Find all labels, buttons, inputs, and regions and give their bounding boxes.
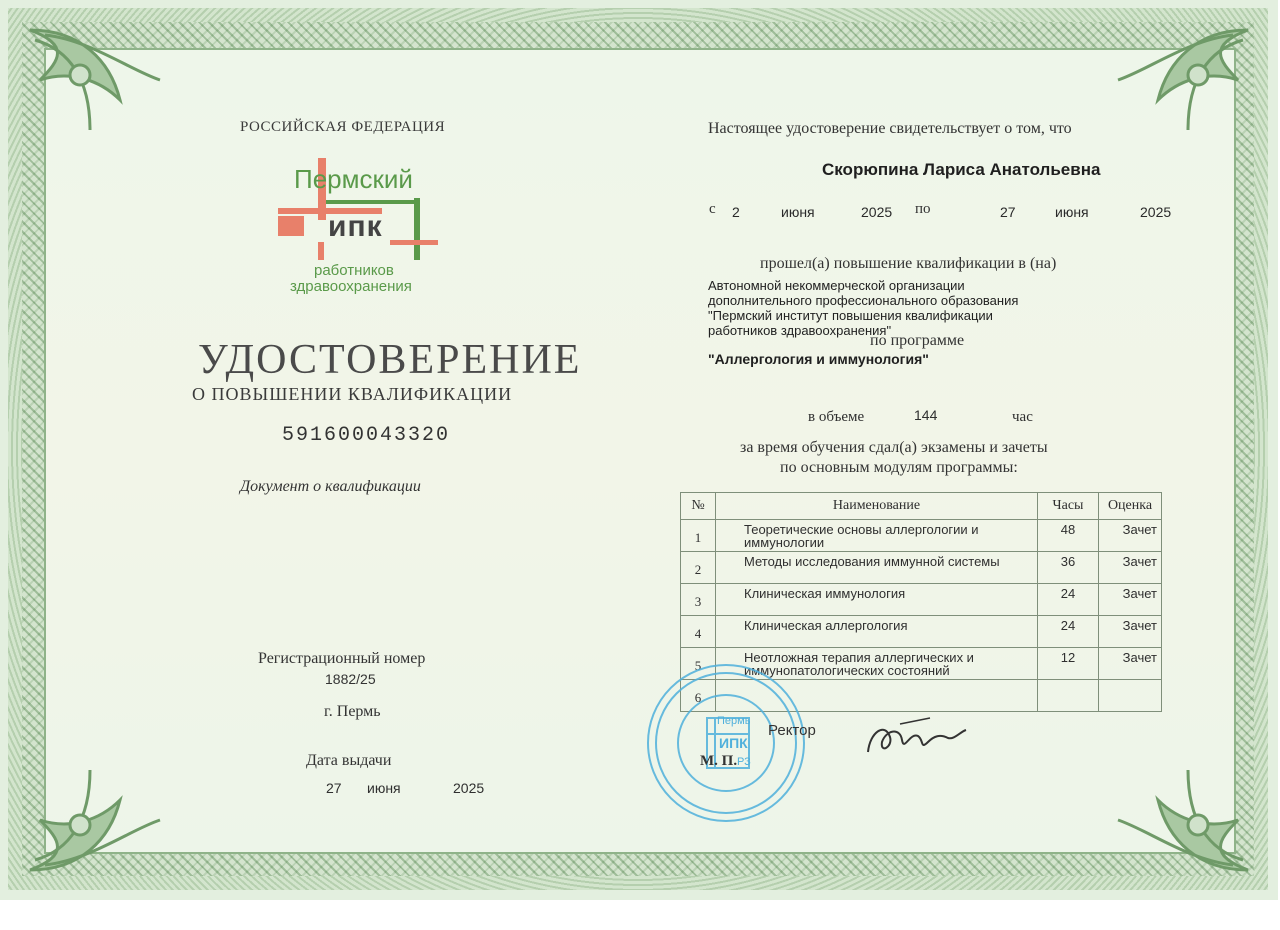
table-row — [681, 584, 1162, 616]
cell-hours — [1038, 680, 1099, 712]
organization-line: работников здравоохранения" — [708, 323, 892, 338]
cell-hours: 48 — [1038, 520, 1099, 552]
serial-number: 591600043320 — [282, 424, 451, 447]
volume-hours: 144 — [914, 407, 938, 423]
period-from-month: июня — [781, 204, 815, 220]
volume-label: в объеме — [808, 409, 865, 425]
issue-day: 27 — [326, 780, 342, 796]
table-row — [681, 552, 1162, 584]
table-header-row — [681, 493, 1162, 520]
cell-grade: Зачет — [1099, 520, 1162, 552]
registration-number: 1882/25 — [325, 671, 376, 687]
cell-number: 6 — [681, 680, 716, 712]
cell-hours: 24 — [1038, 616, 1099, 648]
cell-number: 3 — [681, 584, 716, 616]
cell-number: 2 — [681, 552, 716, 584]
rector-label: Ректор — [768, 722, 816, 739]
program-label: по программе — [870, 332, 965, 349]
cell-grade: Зачет — [1099, 552, 1162, 584]
issue-month: июня — [367, 780, 401, 796]
cell-number: 5 — [681, 648, 716, 680]
cell-grade: Зачет — [1099, 648, 1162, 680]
corner-ornament-top-left — [20, 20, 170, 150]
passed-text: прошел(а) повышение квалификации в (на) — [760, 255, 1057, 272]
period-to-year: 2025 — [1140, 204, 1172, 220]
cell-module-name: Клиническая иммунология — [716, 584, 1038, 616]
cell-number: 4 — [681, 616, 716, 648]
cell-grade: Зачет — [1099, 584, 1162, 616]
stamp-text-ipk: ИПК — [719, 735, 748, 751]
official-stamp — [645, 662, 807, 824]
cell-grade: Зачет — [1099, 616, 1162, 648]
cell-module-name: Методы исследования иммунной системы — [716, 552, 1038, 584]
period-from-label: с — [709, 201, 716, 217]
registration-label: Регистрационный номер — [258, 650, 426, 667]
stamp-text-perm: Пермь — [717, 715, 751, 727]
cell-grade — [1099, 680, 1162, 712]
program-name: "Аллергология и иммунология" — [708, 351, 929, 367]
holder-name: Скорюпина Лариса Анатольевна — [822, 160, 1101, 179]
cell-module-name: Неотложная терапия аллергических и иммунопатологических состояний — [716, 648, 1038, 680]
period-from-day: 2 — [732, 204, 740, 220]
document-title: УДОСТОВЕРЕНИЕ — [198, 337, 582, 383]
cell-hours: 36 — [1038, 552, 1099, 584]
table-row — [681, 616, 1162, 648]
country-heading: РОССИЙСКАЯ ФЕДЕРАЦИЯ — [240, 119, 446, 135]
cell-module-name: Клиническая аллергология — [716, 616, 1038, 648]
exams-text-line-2: по основным модулям программы: — [780, 459, 1018, 476]
logo-subtitle-2: здравоохранения — [290, 278, 412, 295]
stamp-text-rz: РЗ — [737, 756, 751, 768]
issue-date-label: Дата выдачи — [306, 752, 392, 769]
column-header-name: Наименование — [716, 493, 1038, 520]
logo-word-ipk: ипк — [328, 210, 383, 243]
issue-year: 2025 — [453, 780, 485, 796]
city: г. Пермь — [324, 703, 381, 720]
organization-line: "Пермский институт повышения квалификации — [708, 308, 993, 323]
column-header-hours: Часы — [1038, 493, 1099, 520]
cell-hours: 24 — [1038, 584, 1099, 616]
logo-word-permsky: Пермский — [294, 164, 413, 194]
corner-ornament-bottom-right — [1108, 750, 1258, 880]
document-type: Документ о квалификации — [240, 478, 421, 495]
volume-unit: час — [1012, 409, 1033, 425]
intro-text: Настоящее удостоверение свидетельствует о том, что — [708, 120, 1072, 137]
period-from-year: 2025 — [861, 204, 893, 220]
cell-module-name: Теоретические основы аллергологии и иммунологии — [716, 520, 1038, 552]
organization-line: дополнительного профессионального образования — [708, 293, 1019, 308]
exams-text-line-1: за время обучения сдал(а) экзамены и зачеты — [740, 439, 1048, 456]
cell-number: 1 — [681, 520, 716, 552]
corner-ornament-bottom-left — [20, 750, 170, 880]
period-to-month: июня — [1055, 204, 1089, 220]
column-header-number: № — [681, 493, 716, 520]
period-to-label: по — [915, 201, 931, 217]
organization-name — [708, 278, 1068, 338]
rector-signature — [860, 712, 970, 762]
table-row — [681, 520, 1162, 552]
document-subtitle: О ПОВЫШЕНИИ КВАЛИФИКАЦИИ — [192, 384, 513, 404]
institute-logo — [274, 158, 444, 298]
corner-ornament-top-right — [1108, 20, 1258, 150]
period-to-day: 27 — [1000, 204, 1016, 220]
cell-hours: 12 — [1038, 648, 1099, 680]
column-header-grade: Оценка — [1099, 493, 1162, 520]
logo-subtitle-1: работников — [314, 262, 394, 279]
organization-line: Автономной некоммерческой организации — [708, 278, 965, 293]
stamp-place-label: М. П. — [700, 753, 738, 769]
